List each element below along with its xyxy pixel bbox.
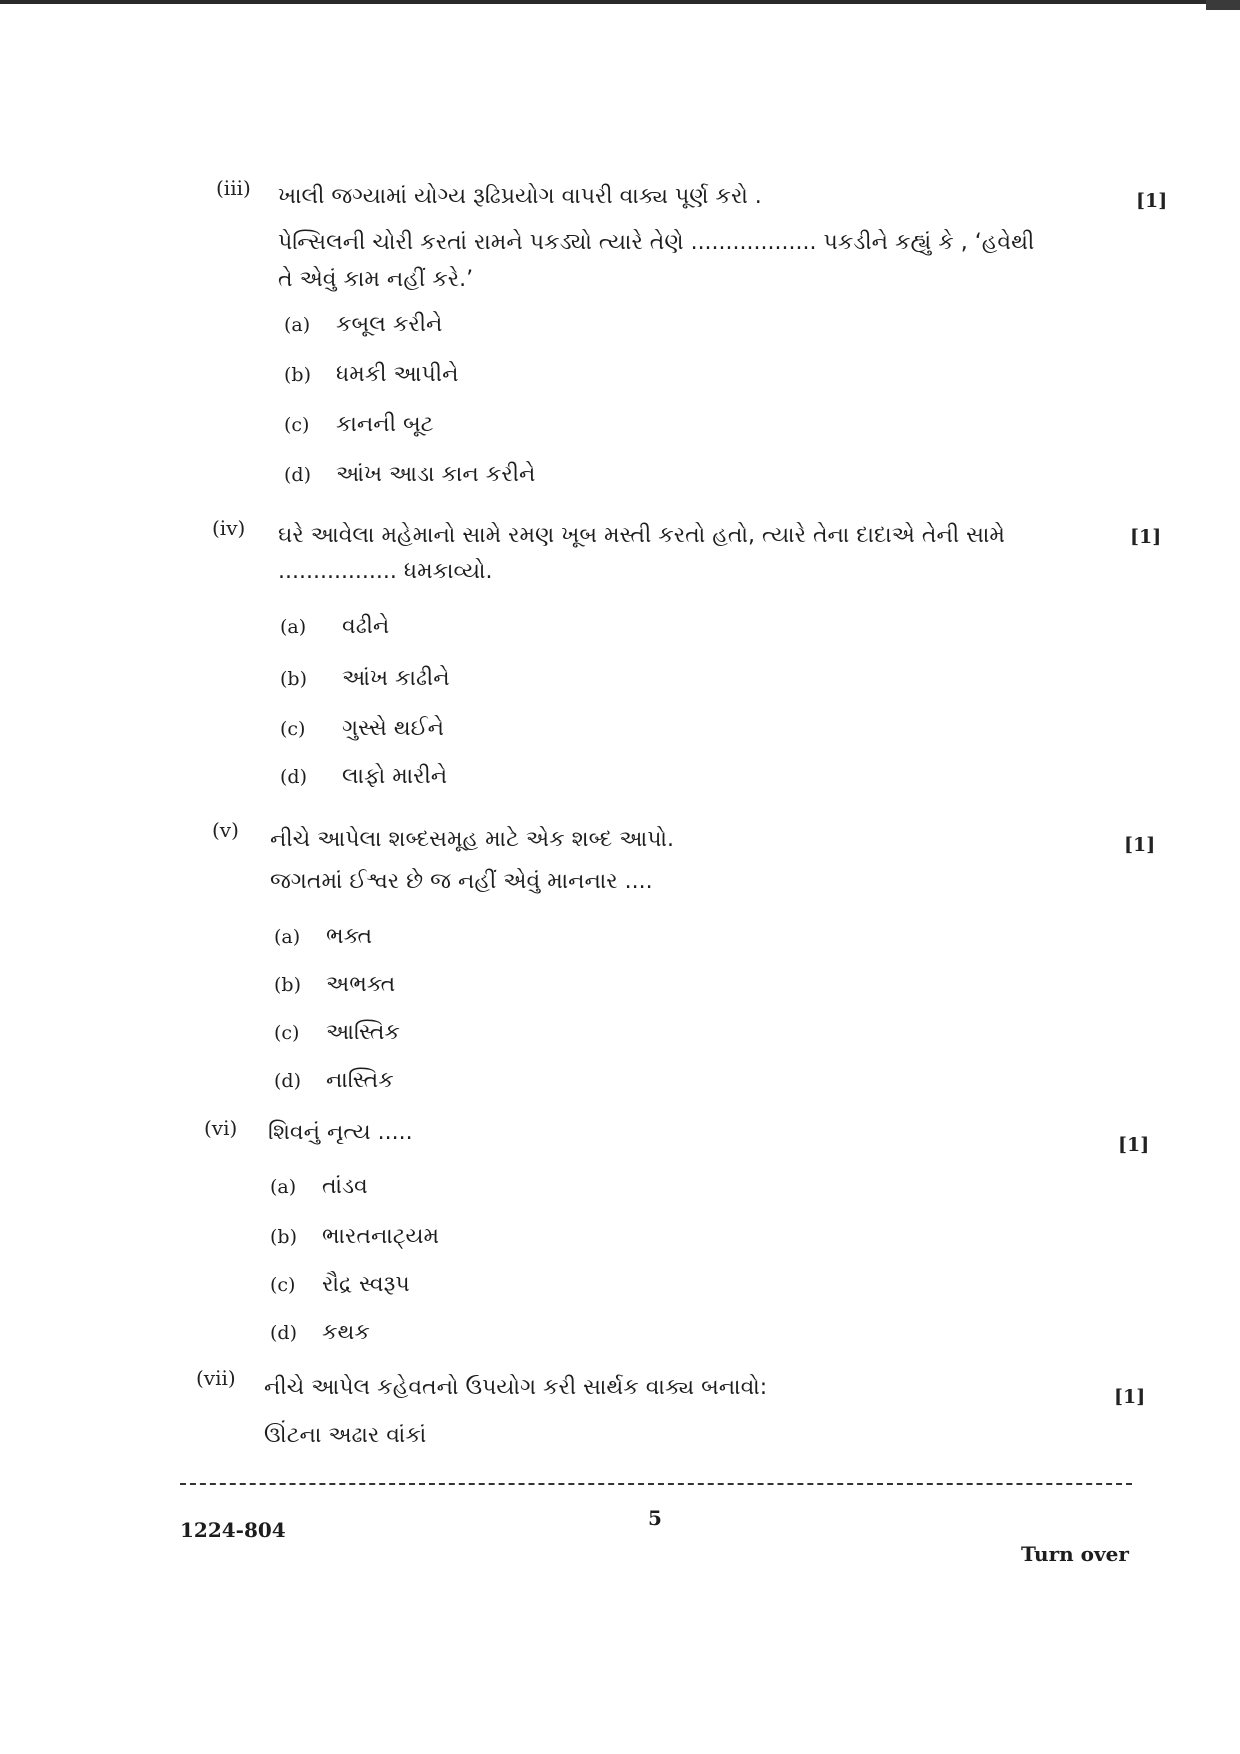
- page-top-edge: [0, 0, 1240, 4]
- option-text: આંખ આડા કાન કરીને: [336, 462, 536, 487]
- option-b: (b) ધમકી આપીને: [284, 362, 459, 387]
- question-stem-line: નીચે આપેલ કહેવતનો ઉપયોગ કરી સાર્થક વાક્ય બનાવો:: [264, 1375, 768, 1400]
- question-number: (v): [212, 818, 239, 842]
- option-text: કથક: [322, 1320, 370, 1345]
- marks-label: [1]: [1130, 526, 1162, 548]
- option-d: (d) કથક: [270, 1320, 370, 1345]
- question-stem-line: પેન્સિલની ચોરી કરતાં રામને પકડ્યો ત્યારે તેણે .................. પકડીને કહ્યું કે , ‘હવેથી: [278, 230, 1035, 255]
- question-stem-line: તે એવું કામ નહીં કરે.’: [278, 267, 474, 292]
- page-corner: [1206, 0, 1240, 10]
- option-text: તાંડવ: [322, 1174, 368, 1199]
- option-text: ગુસ્સે થઈને: [342, 716, 445, 741]
- option-c: (c) ગુસ્સે થઈને: [280, 716, 445, 741]
- option-text: કબૂલ કરીને: [336, 312, 443, 337]
- marks-label: [1]: [1118, 1134, 1150, 1156]
- marks-label: [1]: [1124, 834, 1156, 856]
- option-text: કાનની બૂટ: [336, 412, 434, 437]
- marks-label: [1]: [1114, 1386, 1146, 1408]
- option-b: (b) અભક્ત: [274, 972, 396, 997]
- option-text: અભક્ત: [326, 972, 396, 997]
- option-text: ભક્ત: [326, 924, 373, 949]
- option-text: ધમકી આપીને: [336, 362, 459, 387]
- option-c: (c) રૌદ્ર સ્વરૂપ: [270, 1272, 410, 1297]
- question-number: (iii): [216, 176, 251, 200]
- option-a: (a) તાંડવ: [270, 1174, 368, 1199]
- option-d: (d) નાસ્તિક: [274, 1068, 394, 1093]
- marks-label: [1]: [1136, 190, 1168, 212]
- page-number: 5: [648, 1506, 662, 1530]
- option-text: રૌદ્ર સ્વરૂપ: [322, 1272, 410, 1297]
- option-b: (b) આંખ કાઢીને: [280, 666, 450, 691]
- question-stem-line: શિવનું નૃત્ય .....: [268, 1120, 413, 1145]
- option-a: (a) વઢીને: [280, 614, 390, 639]
- option-b: (b) ભારતનાટ્યમ: [270, 1224, 440, 1249]
- question-stem-line: ઊંટના અઢાર વાંકાં: [264, 1423, 427, 1448]
- option-d: (d) લાફો મારીને: [280, 764, 448, 789]
- question-number: (iv): [212, 516, 246, 540]
- option-a: (a) ભક્ત: [274, 924, 373, 949]
- option-text: વઢીને: [342, 614, 390, 639]
- question-number: (vi): [204, 1116, 238, 1140]
- option-text: આંખ કાઢીને: [342, 666, 450, 691]
- option-d: (d) આંખ આડા કાન કરીને: [284, 462, 536, 487]
- option-a: (a) કબૂલ કરીને: [284, 312, 443, 337]
- question-stem-line: નીચે આપેલા શબ્દસમૂહ માટે એક શબ્દ આપો.: [270, 827, 674, 852]
- option-text: નાસ્તિક: [326, 1068, 394, 1093]
- paper-code: 1224-804: [180, 1518, 286, 1542]
- question-number: (vii): [196, 1366, 236, 1390]
- question-stem-line: જગતમાં ઈશ્વર છે જ નહીં એવું માનનાર ....: [270, 869, 653, 894]
- option-text: આસ્તિક: [326, 1020, 400, 1045]
- question-stem-line: ................. ધમકાવ્યો.: [278, 559, 493, 584]
- turn-over-label: Turn over: [1021, 1542, 1129, 1566]
- question-stem-line: ઘરે આવેલા મહેમાનો સામે રમણ ખૂબ મસ્તી કરતો હતો, ત્યારે તેના દાદાએ તેની સામે: [278, 523, 1005, 548]
- option-text: લાફો મારીને: [342, 764, 448, 789]
- option-c: (c) આસ્તિક: [274, 1020, 400, 1045]
- option-c: (c) કાનની બૂટ: [284, 412, 434, 437]
- question-stem-line: ખાલી જગ્યામાં યોગ્ય રૂઢિપ્રયોગ વાપરી વાક્ય પૂર્ણ કરો .: [278, 184, 762, 209]
- option-text: ભારતનાટ્યમ: [322, 1224, 440, 1249]
- footer-divider: [180, 1483, 1132, 1485]
